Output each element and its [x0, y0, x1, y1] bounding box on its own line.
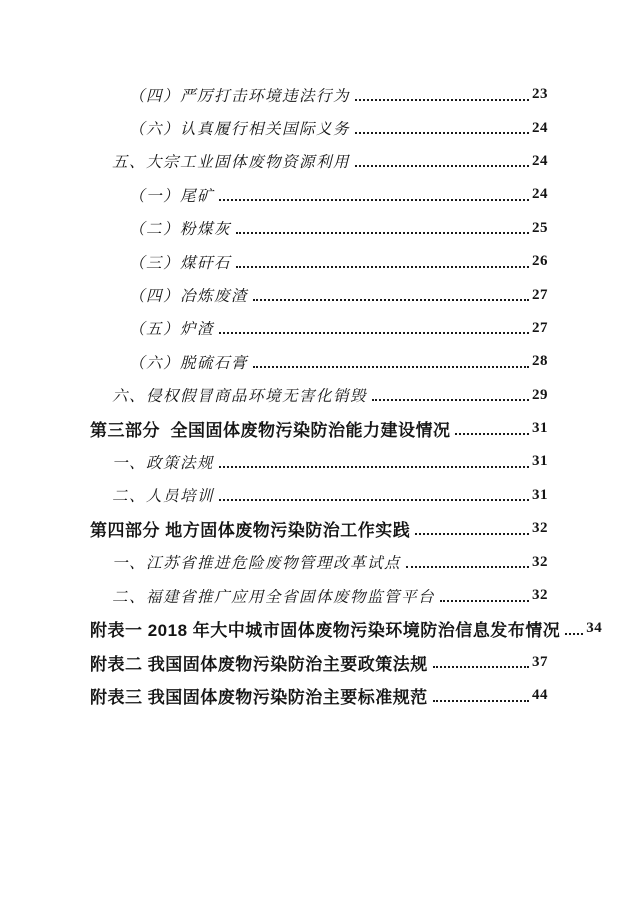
toc-entry: [0, 479, 640, 512]
toc-entry: [0, 212, 640, 245]
toc-entry: [0, 312, 640, 345]
toc-entry-page: 29: [532, 386, 548, 403]
toc-entry-label: （六）脱硫石膏: [129, 354, 249, 372]
dotted-leader: [372, 399, 529, 401]
toc-entry-label: 二、福建省推广应用全省固体废物监管平台: [112, 588, 436, 606]
dotted-leader: [253, 299, 529, 301]
dotted-leader: [355, 132, 529, 134]
toc-entry-page: 31: [532, 453, 548, 470]
dotted-leader: [455, 433, 529, 435]
toc-entry: [0, 612, 640, 645]
toc-entry-page: 26: [532, 253, 548, 270]
dotted-leader: [433, 666, 529, 668]
toc-entry: [0, 445, 640, 478]
dotted-leader: [355, 165, 529, 167]
toc-entry-page: 24: [532, 186, 548, 203]
toc-entry-label: 一、政策法规: [112, 454, 215, 472]
dotted-leader: [440, 600, 529, 602]
toc-entry-page: 32: [532, 553, 548, 570]
toc-entry-label: （五）炉渣: [129, 321, 215, 339]
toc-entry: [0, 278, 640, 311]
toc-entry: [0, 178, 640, 211]
toc-entry-label: 附表一 2018 年大中城市固体废物污染环境防治信息发布情况: [90, 621, 561, 641]
toc-entry-label: （二）粉煤灰: [129, 221, 232, 239]
toc-entry-page: 25: [532, 219, 548, 236]
dotted-leader: [219, 466, 529, 468]
dotted-leader: [415, 533, 529, 535]
table-of-contents: [0, 78, 640, 712]
toc-entry-page: 31: [532, 420, 548, 437]
toc-entry-page: 23: [532, 86, 548, 103]
toc-entry-label: 一、江苏省推进危险废物管理改革试点: [112, 555, 402, 573]
toc-entry-page: 34: [586, 620, 603, 637]
dotted-leader: [406, 566, 529, 568]
toc-entry-label: 二、人员培训: [112, 488, 215, 506]
toc-entry: [0, 245, 640, 278]
dotted-leader: [219, 499, 529, 501]
toc-entry: [0, 412, 640, 445]
toc-entry-page: 24: [532, 119, 548, 136]
toc-entry-label: 第四部分 地方固体废物污染防治工作实践: [90, 521, 411, 541]
toc-entry: [0, 679, 640, 712]
dotted-leader: [253, 366, 529, 368]
toc-entry: [0, 145, 640, 178]
toc-entry-label: 第三部分 全国固体废物污染防治能力建设情况: [90, 421, 451, 441]
dotted-leader: [433, 700, 529, 702]
toc-entry: [0, 379, 640, 412]
toc-entry-page: 24: [532, 152, 548, 169]
toc-entry: [0, 579, 640, 612]
toc-entry: [0, 512, 640, 545]
toc-entry-page: 27: [532, 286, 548, 303]
toc-entry-label: （三）煤矸石: [129, 254, 232, 272]
toc-entry: [0, 345, 640, 378]
toc-entry-label: 六、侵权假冒商品环境无害化销毁: [112, 388, 368, 406]
dotted-leader: [236, 266, 529, 268]
toc-entry-label: （四）冶炼废渣: [129, 288, 249, 306]
toc-entry-label: （六）认真履行相关国际义务: [129, 121, 351, 139]
toc-entry-label: 附表三 我国固体废物污染防治主要标准规范: [90, 688, 428, 708]
toc-entry-page: 37: [532, 653, 548, 670]
toc-entry-page: 32: [532, 587, 548, 604]
dotted-leader: [219, 199, 529, 201]
toc-entry-page: 31: [532, 486, 548, 503]
dotted-leader: [236, 232, 529, 234]
toc-entry-label: （四）严厉打击环境违法行为: [129, 87, 351, 105]
toc-entry-page: 28: [532, 353, 548, 370]
toc-entry: [0, 646, 640, 679]
dotted-leader: [355, 99, 529, 101]
toc-entry: [0, 78, 640, 111]
dotted-leader: [565, 633, 583, 635]
toc-entry-label: 附表二 我国固体废物污染防治主要政策法规: [90, 654, 428, 674]
toc-entry: [0, 111, 640, 144]
toc-entry-page: 27: [532, 319, 548, 336]
toc-entry-page: 32: [532, 520, 548, 537]
toc-entry-page: 44: [532, 687, 548, 704]
toc-entry: [0, 545, 640, 578]
dotted-leader: [219, 332, 529, 334]
toc-entry-label: 五、大宗工业固体废物资源利用: [112, 154, 351, 172]
toc-entry-label: （一）尾矿: [129, 187, 215, 205]
